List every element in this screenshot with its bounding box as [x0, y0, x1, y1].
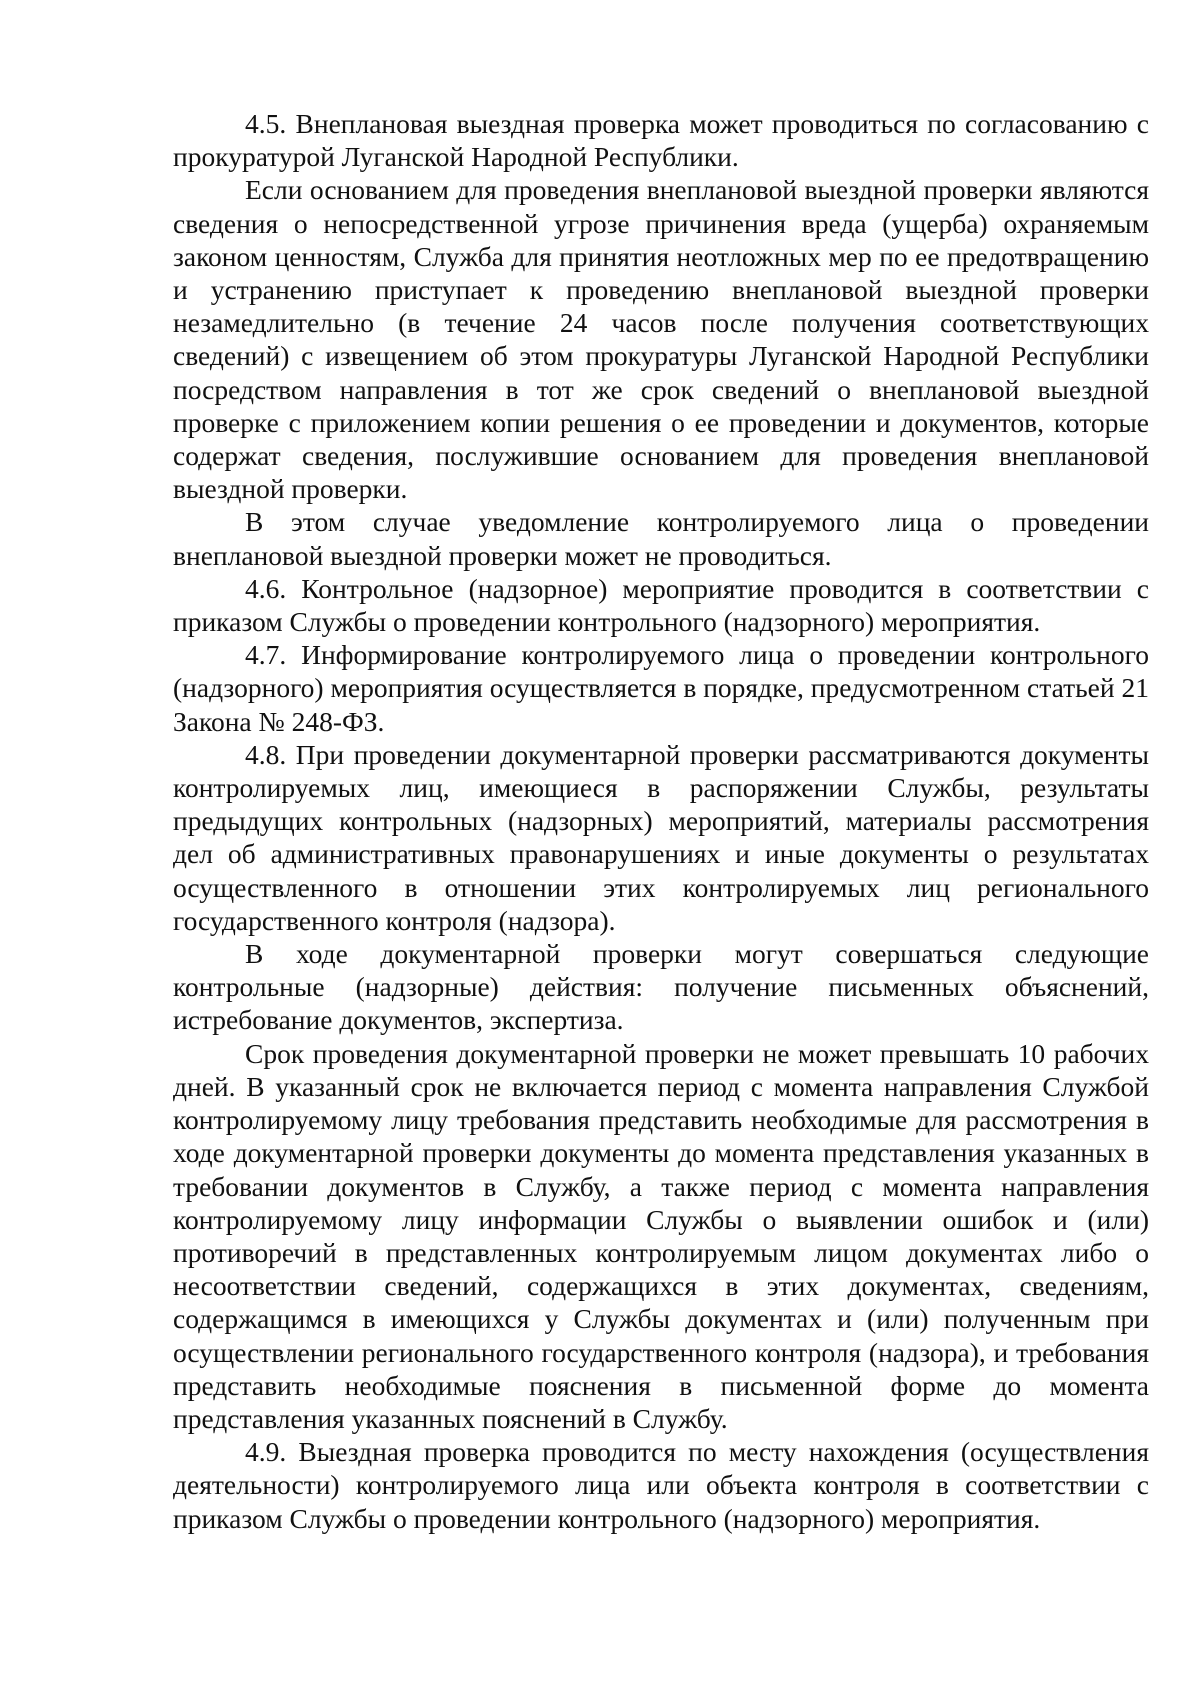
paragraph-notification-exception: В этом случае уведомление контролируемого лица о проведении внеплановой выездной проверки может не проводиться. [173, 506, 1149, 571]
paragraph-inspection-term: Срок проведения документарной проверки не может превышать 10 рабочих дней. В указанный срок не включается период с момента направления Службой контролируемому лицу требования представить необходимые для рассмотрения в ходе документарной проверки документы до момента представления указанных в требовании документов в Службу, а также период с момента направления контролируемому лицу информации Службы о выявлении ошибок и (или) противоречий в представленных контролируемым лицом документах либо о несоответствии сведений, содержащихся в этих документах, сведениям, содержащимся в имеющихся у Службы документах и (или) полученным при осуществлении регионального государственного контроля (надзора), и требования представить необходимые пояснения в письменной форме до момента представления указанных пояснений в Службу. [173, 1037, 1149, 1434]
paragraph-4-5: 4.5. Внеплановая выездная проверка может проводиться по согласованию с прокуратурой Луганской Народной Республики. [173, 108, 1149, 173]
paragraph-4-6: 4.6. Контрольное (надзорное) мероприятие проводится в соответствии с приказом Службы о проведении контрольного (надзорного) мероприятия. [173, 572, 1149, 638]
document-page [173, 107, 1149, 1535]
paragraph-4-8: 4.8. При проведении документарной проверки рассматриваются документы контролируемых лиц, имеющиеся в распоряжении Службы, результаты предыдущих контрольных (надзорных) мероприятий, материалы рассмотрения дел об административных правонарушениях и иные документы о результатах осуществленного в отношении этих контролируемых лиц регионального государственного контроля (надзора). [173, 738, 1149, 936]
paragraph-4-9: 4.9. Выездная проверка проводится по месту нахождения (осуществления деятельности) контролируемого лица или объекта контроля в соответствии с приказом Службы о проведении контрольного (надзорного) мероприятия. [173, 1436, 1149, 1534]
paragraph-control-actions: В ходе документарной проверки могут совершаться следующие контрольные (надзорные) действия: получение письменных объяснений, истребование документов, экспертиза. [173, 938, 1149, 1036]
paragraph-4-7: 4.7. Информирование контролируемого лица о проведении контрольного (надзорного) мероприятия осуществляется в порядке, предусмотренном статьей 21 Закона № 248-ФЗ. [173, 639, 1149, 737]
paragraph-urgent-inspection: Если основанием для проведения внеплановой выездной проверки являются сведения о непосредственной угрозе причинения вреда (ущерба) охраняемым законом ценностям, Служба для принятия неотложных мер по ее предотвращению и устранению приступает к проведению внеплановой выездной проверки незамедлительно (в течение 24 часов после получения соответствующих сведений) с извещением об этом прокуратуры Луганской Народной Республики посредством направления в тот же срок сведений о внеплановой выездной проверке с приложением копии решения о ее проведении и документов, которые содержат сведения, послужившие основанием для проведения внеплановой выездной проверки. [173, 174, 1149, 505]
